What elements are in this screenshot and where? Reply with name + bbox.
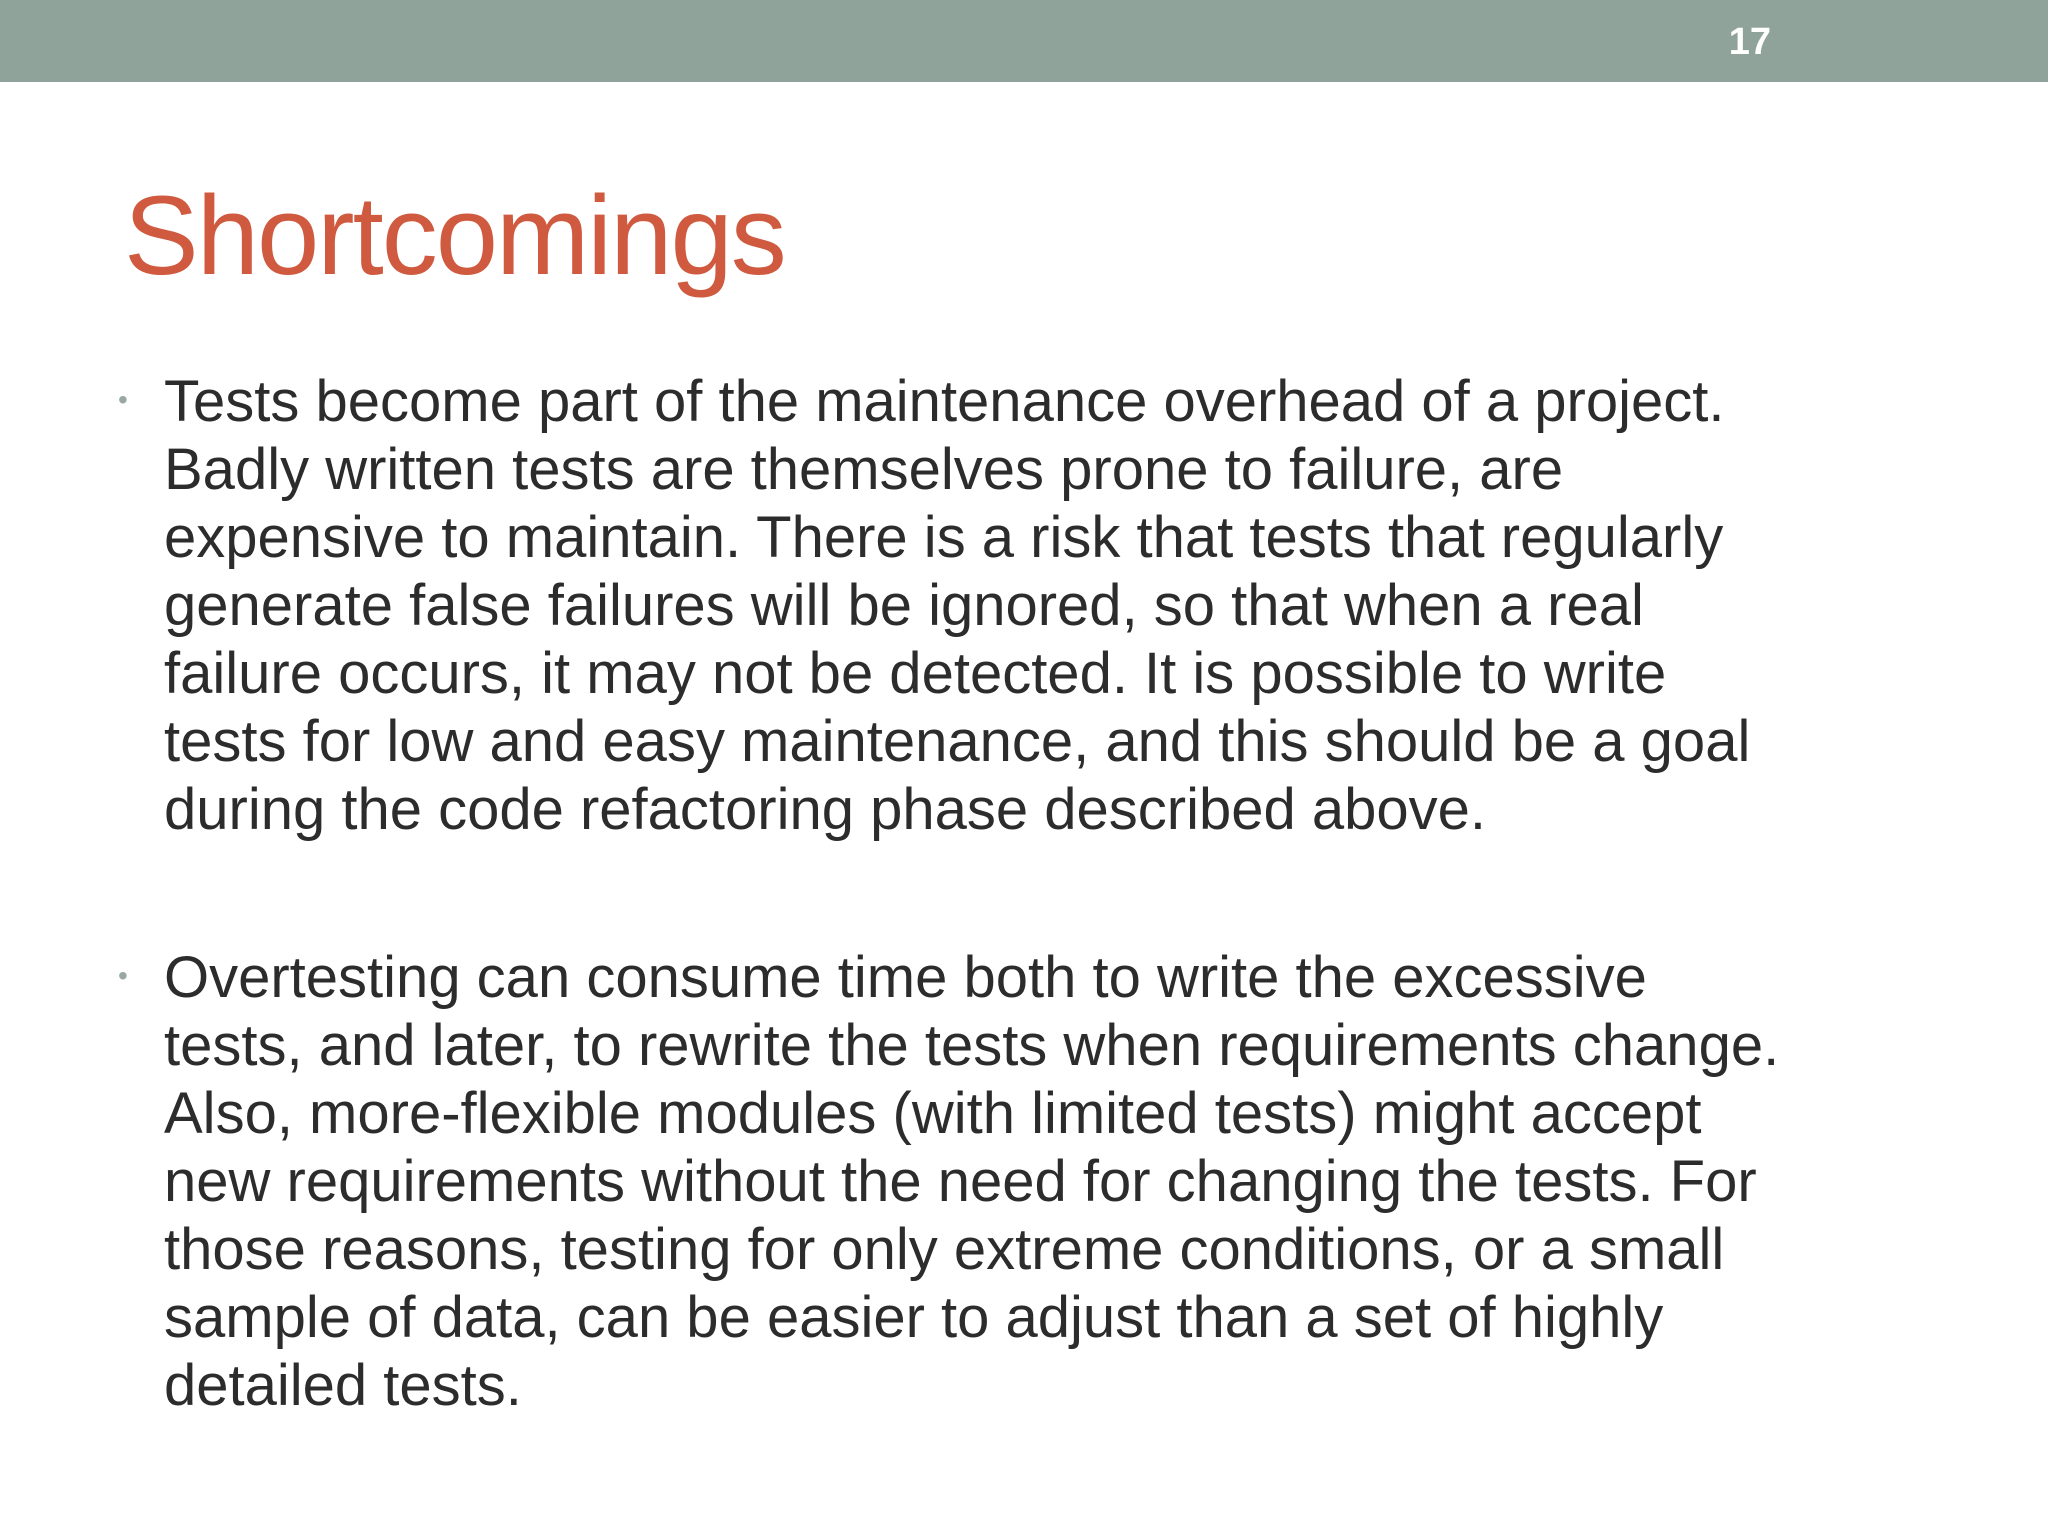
bullet-text-line: expensive to maintain. There is a risk that tests that regularly [164,505,1724,570]
bullet-text-line: Badly written tests are themselves prone to failure, are [164,437,1564,502]
bullet-text-line: generate false failures will be ignored, so that when a real [164,573,1644,638]
bullet-text-line: detailed tests. [164,1353,522,1418]
bullet-text-line: Overtesting can consume time both to write the excessive [164,945,1647,1010]
bullet-dot-icon: • [118,960,128,991]
bullet-text-line: those reasons, testing for only extreme conditions, or a small [164,1217,1725,1282]
slide-header-bar [0,0,2048,82]
bullet-text-line: new requirements without the need for changing the tests. For [164,1149,1757,1214]
bullet-text-line: Tests become part of the maintenance overhead of a project. [164,369,1725,434]
bullet-text-line: failure occurs, it may not be detected. It is possible to write [164,641,1667,706]
slide-number: 17 [1728,21,1771,63]
bullet-text-line: sample of data, can be easier to adjust than a set of highly [164,1285,1664,1350]
bullet-text-line: tests, and later, to rewrite the tests when requirements change. [164,1013,1780,1078]
bullet-dot-icon: • [118,384,128,415]
bullet-text-line: during the code refactoring phase described above. [164,777,1486,842]
bullet-list [118,368,1918,1520]
bullet-item-overtesting [118,944,1918,1420]
bullet-item-maintenance-overhead [118,368,1918,844]
bullet-text-line: Also, more-flexible modules (with limited tests) might accept [164,1081,1702,1146]
slide-title: Shortcomings [124,173,785,298]
bullet-text-line: tests for low and easy maintenance, and this should be a goal [164,709,1751,774]
